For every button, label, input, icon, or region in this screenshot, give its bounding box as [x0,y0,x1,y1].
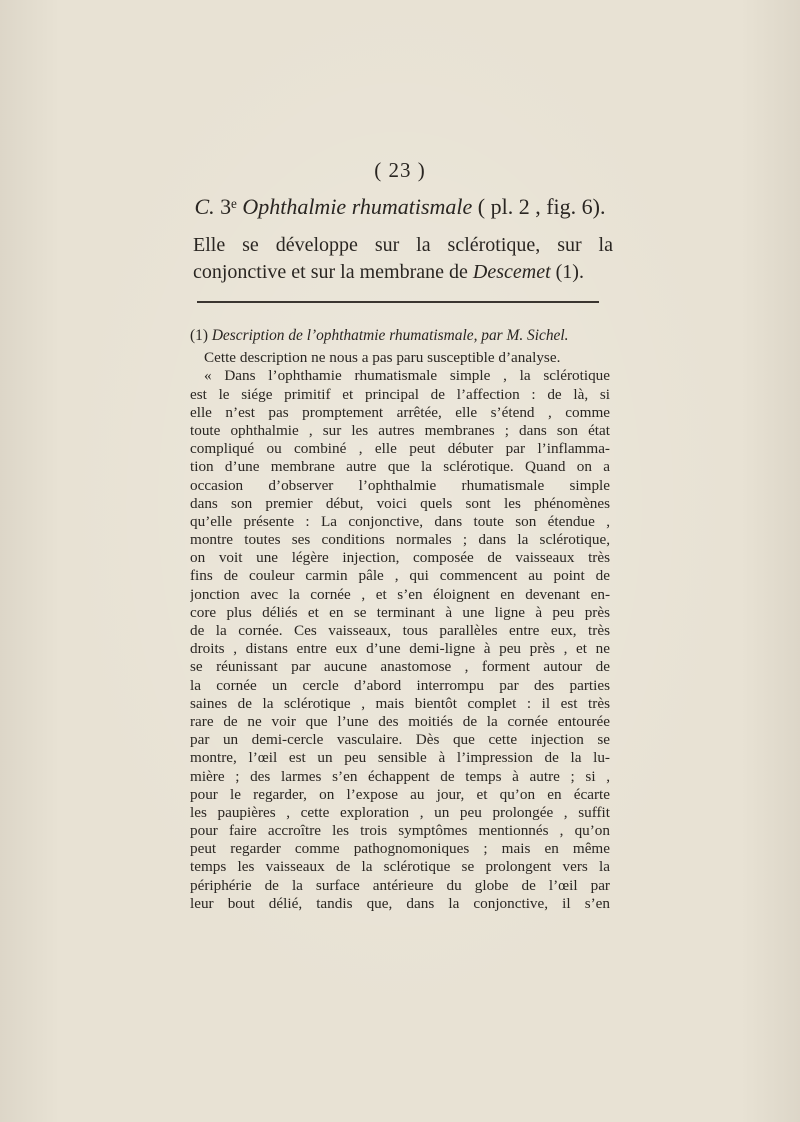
footnote-line: leur bout délié, tandis que, dans la conjonctive, il s’en [190,894,610,912]
heading-number: 3ᵉ [220,194,237,219]
footnote-line: droits , distans entre eux d’une demi-ligne à peu près , et ne [190,640,610,658]
footnote-line: saines de la sclérotique , mais bientôt complet : il est très [190,694,610,712]
intro-line-2 [193,259,613,286]
footnote-line: occasion d’observer l’ophthalmie rhumatismale simple [190,476,610,494]
footnote-line: périphérie de la surface antérieure du globe de l’œil par [190,876,610,894]
section-heading [0,194,800,220]
intro-line-1: Elle se développe sur la sclérotique, sur la [193,234,613,256]
footnote-line: core plus déliés et en se terminant à une ligne à peu près [190,603,610,621]
footnote-line: pour faire accroître les trois symptômes mentionnés , qu’on [190,822,610,840]
page-number: ( 23 ) [374,158,426,182]
footnote-marker: (1) [190,327,208,344]
heading-title: Ophthalmie rhumatismale [242,194,473,219]
footnote-line: les paupières , cette exploration , un peu prolongée , suffit [190,803,610,821]
footnote-line: de la cornée. Ces vaisseaux, tous parallèles entre eux, très [190,622,610,640]
footnote-line: peut regarder comme pathognomoniques ; mais en même [190,840,610,858]
footnote-title [190,327,610,345]
footnote-line: qu’elle présente : La conjonctive, dans toute son étendue , [190,512,610,530]
footnote-line: Cette description ne nous a pas paru susceptible d’analyse. [204,349,561,367]
footnote-line: on voit une légère injection, composée de vaisseaux très [190,549,610,567]
footnote-line: se réunissant par aucune anastomose , forment autour de [190,658,610,676]
footnote-line: « Dans l’ophthamie rhumatismale simple , la sclérotique [204,367,610,385]
footnote-title-text: Description de l’ophthatmie rhumatismale, par M. Sichel. [211,327,569,344]
intro-paragraph [193,232,613,286]
footnote-line: montre, l’œil est un peu sensible à l’impression de la lu- [190,749,610,767]
footnote-line: mière ; des larmes s’en échappent de temps à autre ; si , [190,767,610,785]
footnote-line: par un demi-cercle vasculaire. Dès que cette injection se [190,731,610,749]
footnote-reference: (1). [555,261,584,283]
footnote-line: la cornée un cercle d’abord interrompu par des parties [190,676,610,694]
footnote-body [190,349,610,913]
descemet-name: Descemet [472,261,551,283]
footnote-line: toute ophthalmie , sur les autres membranes ; dans son état [190,421,610,439]
intro-line-2-text: conjonctive et sur la membrane de [193,261,468,283]
footnote-line: est le siége primitif et principal de l’affection : de là, si [190,385,610,403]
footnote-line: rare de ne voir que l’une des moitiés de la cornée entourée [190,712,610,730]
footnote-line: tion d’une membrane autre que la sclérotique. Quand on a [190,458,610,476]
footnote-line: jonction avec la cornée , et s’en éloignent en devenant en- [190,585,610,603]
heading-letter: C. [194,194,215,219]
footnote-line: elle n’est pas promptement arrêtée, elle s’étend , comme [190,403,610,421]
footnote-divider [197,301,599,303]
footnote [190,327,610,913]
footnote-line: temps les vaisseaux de la sclérotique se prolongent vers la [190,858,610,876]
footnote-line: dans son premier début, voici quels sont les phénomènes [190,494,610,512]
footnote-line: pour le regarder, on l’expose au jour, et qu’on en écarte [190,785,610,803]
heading-reference: ( pl. 2 , fig. 6). [477,194,606,219]
footnote-line: compliqué ou combiné , elle peut débuter par l’inflamma- [190,440,610,458]
footnote-line: montre toutes ses conditions normales ; dans la sclérotique, [190,531,610,549]
footnote-line: fins de couleur carmin pâle , qui commencent au point de [190,567,610,585]
